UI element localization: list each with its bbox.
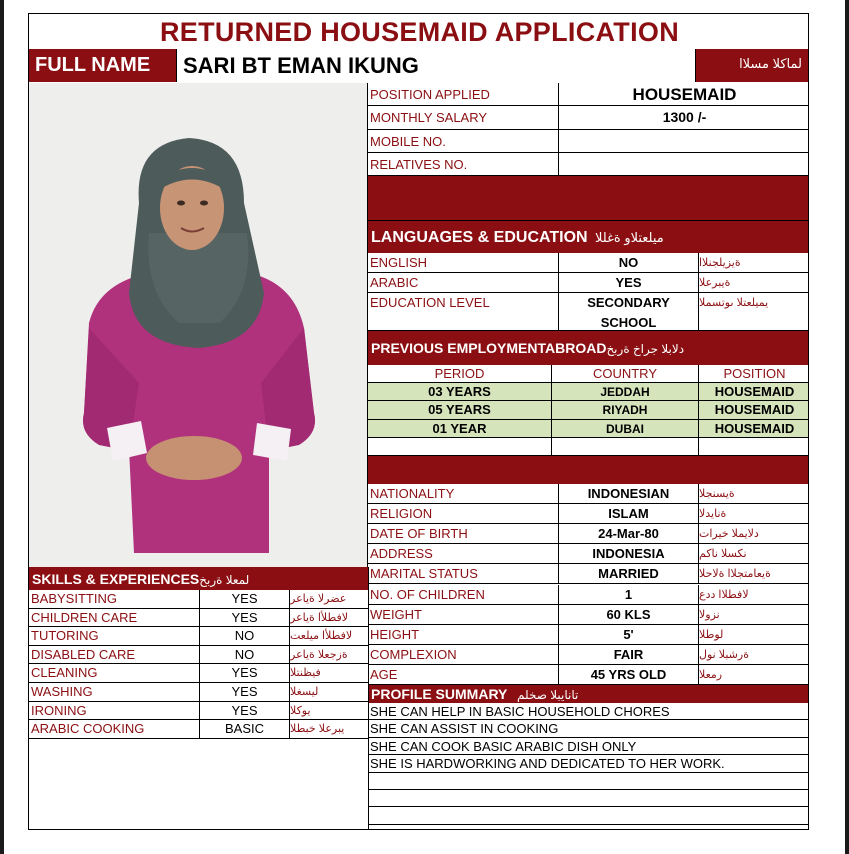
- personal-row-arabic: نزولا: [698, 605, 809, 624]
- profile-line-text: SHE CAN COOK BASIC ARABIC DISH ONLY: [370, 738, 637, 754]
- personal-row-label: MARITAL STATUS: [370, 566, 478, 582]
- skill-row-value: YES: [199, 702, 289, 720]
- skill-row-value: NO: [199, 646, 289, 664]
- languages-title-arabic: ميلعتلاو ةغللا: [595, 230, 664, 245]
- language-row-label: ENGLISH: [370, 255, 428, 270]
- red-band-spacer: [368, 176, 809, 220]
- languages-title: [371, 229, 664, 247]
- profile-line-row: [368, 738, 809, 755]
- employment-cell: DUBAI: [551, 420, 698, 437]
- skill-row-value: NO: [199, 627, 289, 645]
- personal-row: [368, 524, 809, 544]
- skill-row-arabic: لافطلأا ميلعت: [289, 627, 368, 645]
- employment-cell: HOUSEMAID: [698, 420, 809, 437]
- skill-row-arabic: فيظنتلا: [289, 664, 368, 682]
- full-name-arabic-label: لماكلا مسلاا: [739, 56, 802, 71]
- position-row-value: [558, 130, 809, 152]
- personal-row-arabic: ةيعامتجلاا ةلاحلا: [698, 564, 809, 583]
- language-row-value: NO: [558, 253, 698, 272]
- employment-row: [368, 420, 809, 438]
- skill-row-arabic: يوكلا: [289, 702, 368, 720]
- personal-row-arabic: نكسلا ناكم: [698, 544, 809, 563]
- personal-row: [368, 504, 809, 524]
- language-row: [368, 253, 809, 273]
- position-row: [368, 106, 809, 129]
- personal-row: [368, 625, 809, 645]
- position-row-value: HOUSEMAID: [558, 83, 809, 105]
- position-row-label: POSITION APPLIED: [370, 87, 490, 102]
- personal-row: [368, 544, 809, 564]
- personal-row: [368, 665, 809, 685]
- skill-row-label: CHILDREN CARE: [31, 609, 138, 625]
- language-row-label: EDUCATION LEVEL: [370, 295, 490, 310]
- application-sheet: [28, 13, 809, 830]
- full-name-label: FULL NAME: [35, 54, 151, 76]
- applicant-photo-illustration: [29, 83, 368, 569]
- skill-row: [29, 683, 368, 702]
- personal-row-arabic: لافطلاا ددع: [698, 585, 809, 604]
- skill-row: [29, 664, 368, 683]
- profile-line-row: [368, 773, 809, 790]
- skills-title: [32, 571, 249, 587]
- employment-title-arabic: دلابلا جراخ ةربخ: [606, 342, 685, 356]
- personal-row-value: ISLAM: [558, 504, 698, 523]
- position-row-value: 1300 /-: [558, 106, 809, 128]
- employment-row: [368, 383, 809, 401]
- languages-title-band: [368, 220, 809, 253]
- personal-row: [368, 645, 809, 665]
- employment-header-cell: COUNTRY: [551, 365, 698, 382]
- language-row: [368, 273, 809, 293]
- employment-header-row: [368, 365, 809, 383]
- skill-row-label: BABYSITTING: [31, 591, 117, 606]
- language-row-arabic: ةيزيلجنلاا: [698, 253, 809, 272]
- window-edge-right: [845, 0, 849, 854]
- skill-row-label: IRONING: [31, 702, 87, 718]
- personal-row: [368, 564, 809, 584]
- personal-row-label: HEIGHT: [370, 626, 420, 642]
- language-row-arabic: ةيبرعلا: [698, 273, 809, 292]
- profile-line-text: SHE IS HARDWORKING AND DEDICATED TO HER WORK.: [370, 756, 725, 772]
- employment-cell: HOUSEMAID: [698, 383, 809, 400]
- profile-title: [371, 686, 578, 702]
- position-row-label: RELATIVES NO.: [370, 156, 468, 172]
- employment-cell: JEDDAH: [551, 383, 698, 400]
- personal-row-value: 24-Mar-80: [558, 524, 698, 543]
- profile-title-text: PROFILE SUMMARY: [371, 686, 508, 702]
- full-name-value: SARI BT EMAN IKUNG: [176, 49, 696, 82]
- profile-line-text: SHE CAN HELP IN BASIC HOUSEHOLD CHORES: [370, 704, 670, 719]
- language-row: [368, 293, 809, 331]
- position-row-value: [558, 153, 809, 175]
- personal-row-label: AGE: [370, 666, 398, 682]
- personal-row-value: 45 YRS OLD: [558, 665, 698, 684]
- employment-row: [368, 401, 809, 419]
- employment-blank-cell: [698, 438, 809, 455]
- employment-cell: HOUSEMAID: [698, 401, 809, 418]
- skill-row-value: YES: [199, 609, 289, 627]
- employment-title-band: [368, 331, 809, 365]
- profile-line-text: SHE CAN ASSIST IN COOKING: [370, 721, 559, 737]
- employment-cell: 03 YEARS: [428, 384, 491, 400]
- skill-row-value: BASIC: [199, 720, 289, 738]
- employment-cell: 01 YEAR: [432, 420, 487, 436]
- personal-row-value: MARRIED: [558, 564, 698, 583]
- personal-row-label: NATIONALITY: [370, 486, 455, 501]
- personal-row: [368, 585, 809, 605]
- skill-row-arabic: لافطلأا ةياعر: [289, 609, 368, 627]
- personal-row-value: 1: [558, 585, 698, 604]
- employment-cell: RIYADH: [551, 401, 698, 418]
- personal-row-arabic: رمعلا: [698, 665, 809, 684]
- languages-title-text: LANGUAGES & EDUCATION: [371, 229, 588, 246]
- language-row-value: YES: [558, 273, 698, 292]
- employment-title: [371, 340, 684, 356]
- personal-row-value: 60 KLS: [558, 605, 698, 624]
- full-name-row: [29, 49, 809, 82]
- skill-row: [29, 627, 368, 646]
- personal-row-arabic: ةنايدلا: [698, 504, 809, 523]
- profile-title-band: [368, 685, 809, 703]
- skill-row-arabic: ةزجعلا ةياعر: [289, 646, 368, 664]
- skill-row-label: DISABLED CARE: [31, 646, 136, 662]
- skill-row-value: YES: [199, 683, 289, 701]
- employment-header-cell: PERIOD: [434, 366, 485, 381]
- personal-row-value: INDONESIAN: [558, 484, 698, 503]
- skill-row-arabic: ليسغلا: [289, 683, 368, 701]
- personal-row-arabic: ةرشبلا نول: [698, 645, 809, 664]
- personal-row: [368, 484, 809, 504]
- skills-title-band: [29, 567, 368, 590]
- personal-row-value: 5': [558, 625, 698, 644]
- position-row: [368, 130, 809, 153]
- skill-row-arabic: يبرعلا خبطلا: [289, 720, 368, 738]
- profile-line-row: [368, 790, 809, 807]
- personal-row: [368, 605, 809, 625]
- employment-cell: 05 YEARS: [428, 402, 491, 418]
- position-row-label: MOBILE NO.: [370, 133, 446, 149]
- skill-row: [29, 646, 368, 665]
- personal-row-value: FAIR: [558, 645, 698, 664]
- personal-row-arabic: دلايملا خيرات: [698, 524, 809, 543]
- personal-row-label: RELIGION: [370, 506, 433, 522]
- employment-title-text: PREVIOUS EMPLOYMENTABROAD: [371, 340, 607, 356]
- profile-line-row: [368, 720, 809, 737]
- language-row-value: SECONDARY SCHOOL: [558, 293, 698, 330]
- employment-blank-cell: [368, 438, 551, 455]
- profile-title-arabic: تانايبلا صخلم: [517, 688, 579, 702]
- skill-row: [29, 590, 368, 609]
- skills-title-arabic: لمعلا ةربخ: [199, 573, 250, 587]
- position-row: [368, 153, 809, 176]
- employment-blank-row: [368, 438, 809, 456]
- language-row-label: ARABIC: [370, 275, 419, 290]
- skill-row-arabic: عضرلا ةياعر: [289, 590, 368, 608]
- employment-blank-cell: [551, 438, 698, 455]
- window-edge-left: [0, 0, 4, 854]
- profile-line-row: [368, 807, 809, 824]
- skills-title-text: SKILLS & EXPERIENCES: [32, 571, 200, 587]
- skill-row-label: CLEANING: [31, 665, 98, 681]
- red-band-spacer-2: [368, 456, 809, 484]
- skill-row-value: YES: [199, 664, 289, 682]
- personal-row-value: INDONESIA: [558, 544, 698, 563]
- language-row-arabic: يميلعتلا ىوتسملا: [698, 293, 809, 330]
- personal-row-label: ADDRESS: [370, 546, 433, 562]
- personal-row-label: DATE OF BIRTH: [370, 526, 468, 542]
- skill-row: [29, 609, 368, 628]
- skill-row-label: TUTORING: [31, 628, 99, 644]
- skill-row-label: ARABIC COOKING: [31, 721, 145, 737]
- skill-row: [29, 702, 368, 721]
- profile-line-row: [368, 755, 809, 772]
- position-row: [368, 83, 809, 106]
- profile-line-row: [368, 703, 809, 720]
- skill-row-value: YES: [199, 590, 289, 608]
- personal-row-arabic: لوطلا: [698, 625, 809, 644]
- personal-row-arabic: ةيسنجلا: [698, 484, 809, 503]
- section-divider: [368, 567, 369, 830]
- skill-row: [29, 720, 368, 739]
- personal-row-label: WEIGHT: [370, 606, 422, 622]
- employment-header-cell: POSITION: [698, 365, 809, 382]
- personal-row-label: COMPLEXION: [370, 646, 457, 662]
- applicant-photo: [29, 83, 368, 569]
- page-title: RETURNED HOUSEMAID APPLICATION: [159, 17, 679, 47]
- skill-row-label: WASHING: [31, 684, 93, 699]
- personal-row-label: NO. OF CHILDREN: [370, 586, 485, 602]
- position-row-label: MONTHLY SALARY: [370, 110, 488, 126]
